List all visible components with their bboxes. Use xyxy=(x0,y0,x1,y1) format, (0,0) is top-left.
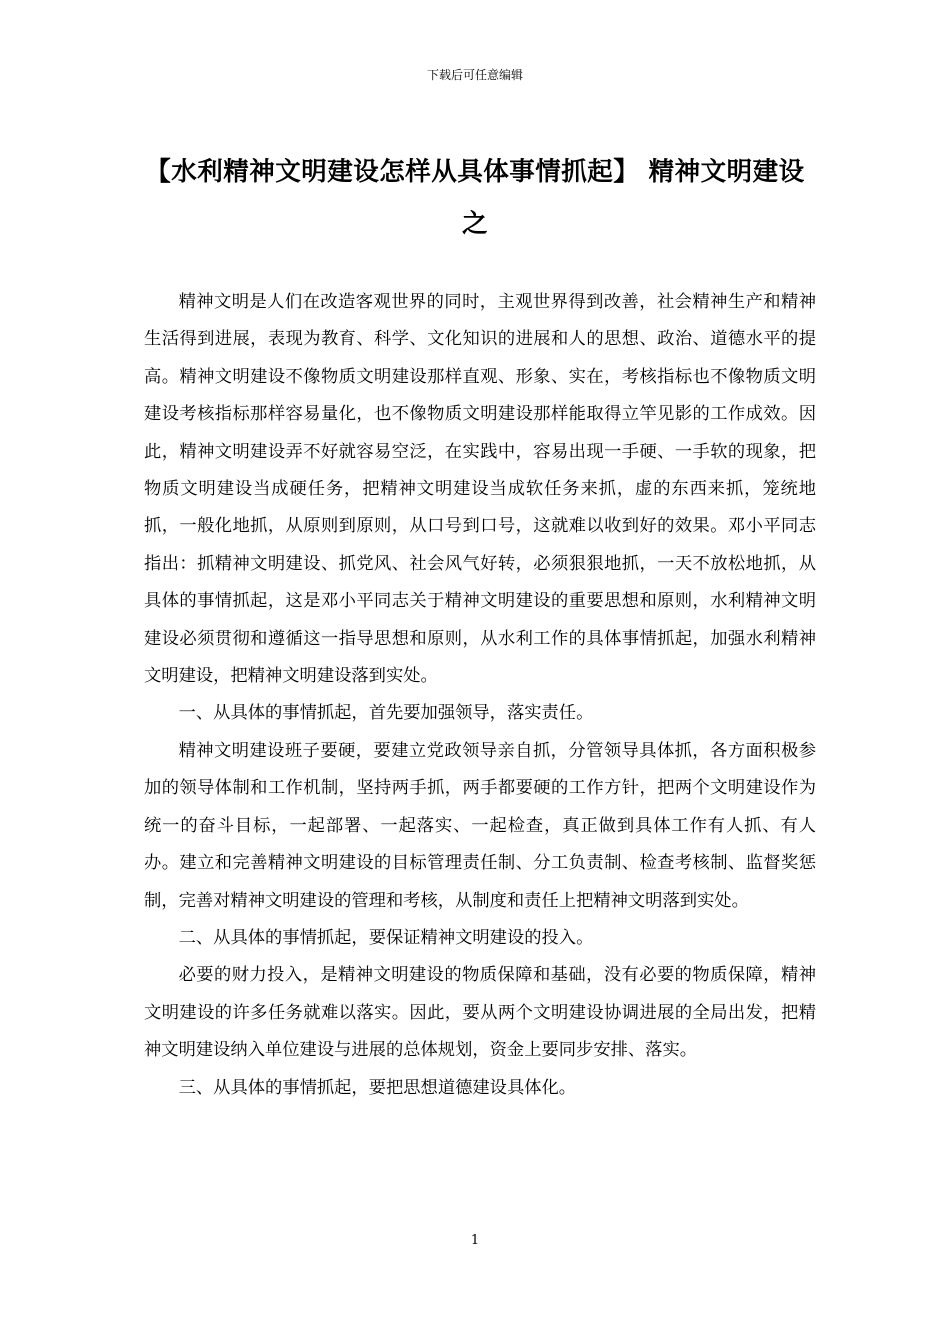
section-heading-2: 二、从具体的事情抓起，要保证精神文明建设的投入。 xyxy=(178,927,594,948)
document-body xyxy=(144,284,816,1107)
paragraph-section-2: 必要的财力投入，是精神文明建设的物质保障和基础，没有必要的物质保障，精神文明建设的许多任务就难以落实。因此，要从两个文明建设协调进展的全局出发，把精神文明建设纳入单位建设与进展的总体规划，资金上要同步安排、落实。 xyxy=(144,965,816,1061)
paragraph-intro: 精神文明是人们在改造客观世界的同时，主观世界得到改善，社会精神生产和精神生活得到进展，表现为教育、科学、文化知识的进展和人的思想、政治、道德水平的提高。精神文明建设不像物质文明建设那样直观、形象、实在，考核指标也不像物质文明建设考核指标那样容易量化，也不像物质文明建设那样能取得立竿见影的工作成效。因此，精神文明建设弄不好就容易空泛，在实践中，容易出现一手硬、一手软的现象，把物质文明建设当成硬任务，把精神文明建设当成软任务来抓，虚的东西来抓，笼统地抓，一般化地抓，从原则到原则，从口号到口号，这就难以收到好的效果。邓小平同志指出：抓精神文明建设、抓党风、社会风气好转，必须狠狠地抓，一天不放松地抓，从具体的事情抓起，这是邓小平同志关于精神文明建设的重要思想和原则，水利精神文明建设必须贯彻和遵循这一指导思想和原则，从水利工作的具体事情抓起，加强水利精神文明建设，把精神文明建设落到实处。 xyxy=(144,292,816,687)
title-line-1: 【水利精神文明建设怎样从具体事情抓起】 精神文明建设 xyxy=(145,157,805,187)
section-heading-3: 三、从具体的事情抓起，要把思想道德建设具体化。 xyxy=(178,1077,577,1098)
paragraph-section-1: 精神文明建设班子要硬，要建立党政领导亲自抓，分管领导具体抓，各方面积极参加的领导体制和工作机制，坚持两手抓，两手都要硬的工作方针，把两个文明建设作为统一的奋斗目标，一起部署、一起落实、一起检查，真正做到具体工作有人抓、有人办。建立和完善精神文明建设的目标管理责任制、分工负责制、检查考核制、监督奖惩制，完善对精神文明建设的管理和考核，从制度和责任上把精神文明落到实处。 xyxy=(144,740,816,911)
page-header: 下载后可任意编辑 xyxy=(426,68,523,82)
section-heading-1: 一、从具体的事情抓起，首先要加强领导，落实责任。 xyxy=(178,703,594,724)
document-title xyxy=(130,146,820,250)
title-line-2: 之 xyxy=(461,209,488,239)
page-number: 1 xyxy=(470,1233,480,1248)
